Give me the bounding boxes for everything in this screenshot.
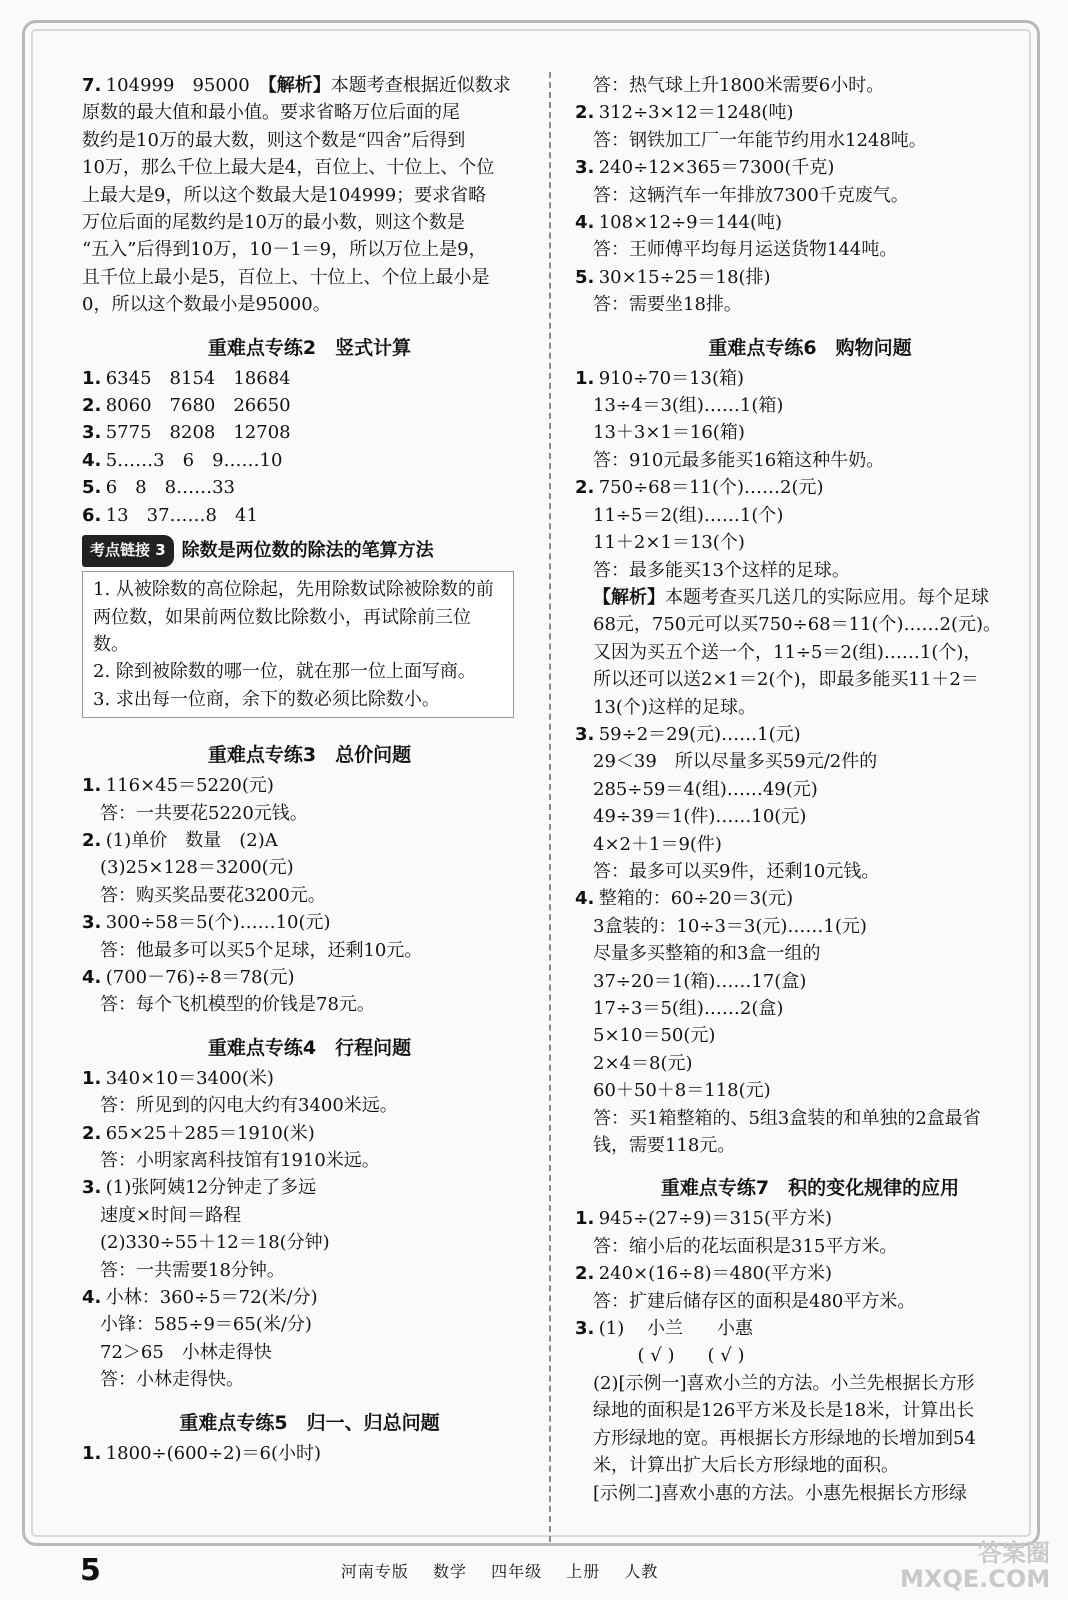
left-column xyxy=(82,72,537,1467)
answer-text: 8060 7680 26650 xyxy=(105,395,291,417)
section-title: 重难点专练5 归一、归总问题 xyxy=(179,1411,440,1434)
item-number: 2. xyxy=(575,102,595,124)
answer-text: 方形绿地的宽。再根据长方形绿地的长增加到54 xyxy=(593,1427,976,1449)
answer-text: 答：买1箱整箱的、5组3盒装的和单独的2盒最省 xyxy=(593,1107,981,1129)
knowledge-link-header xyxy=(82,535,537,567)
item-number: 2. xyxy=(575,1263,595,1285)
answer-text: 答：所见到的闪电大约有3400米远。 xyxy=(100,1095,398,1117)
answer-text: 答：这辆汽车一年排放7300千克废气。 xyxy=(593,184,909,206)
analysis-line: 10万，那么千位上最大是4，百位上、十位上、个位 xyxy=(82,157,495,179)
knowledge-link-title: 除数是两位数的除法的笔算方法 xyxy=(181,540,434,562)
item-number: 2. xyxy=(575,477,595,499)
item-number: 1. xyxy=(82,775,102,797)
answer-text: 116×45＝5220(元) xyxy=(105,775,274,797)
section-title: 重难点专练2 竖式计算 xyxy=(207,336,412,359)
item-number: 3. xyxy=(82,1177,102,1199)
item-number: 1. xyxy=(82,1442,102,1464)
analysis-line: 13(个)这样的足球。 xyxy=(593,696,756,718)
answer-text: 答：最多可以买9件，还剩10元钱。 xyxy=(593,860,880,882)
answer-text: 尽量多买整箱的和3盒一组的 xyxy=(593,943,821,965)
grade-label: 四年级 xyxy=(491,1561,543,1581)
analysis-line: 且千位上最小是5，百位上、十位上、个位上最小是 xyxy=(82,266,490,288)
answer-text: (2)[示例一]喜欢小兰的方法。小兰先根据长方形 xyxy=(593,1372,975,1394)
answer-text: 13＋3×1＝16(箱) xyxy=(593,422,745,444)
name-label: 小惠 xyxy=(716,1318,753,1340)
analysis-tag: 【解析】 xyxy=(267,75,331,96)
answer-text: (700－76)÷8＝78(元) xyxy=(105,966,295,988)
answer-text: 285÷59＝4(组)……49(元) xyxy=(593,778,818,800)
knowledge-link-box xyxy=(82,571,514,718)
answer-text: 240×(16÷8)＝480(平方米) xyxy=(598,1263,833,1285)
item-number: 3. xyxy=(575,723,595,745)
answer-text: 5……3 6 9……10 xyxy=(105,449,283,471)
analysis-text: 本题考查根据近似数求 xyxy=(330,75,511,96)
analysis-line: 原数的最大值和最小值。要求省略万位后面的尾 xyxy=(82,102,460,124)
answer-text: 1800÷(600÷2)＝6(小时) xyxy=(105,1442,322,1464)
answer-text: 小锋：585÷9＝65(米/分) xyxy=(100,1314,312,1336)
analysis-text: 本题考查买几送几的实际应用。每个足球 xyxy=(665,586,989,608)
answer-text: 整箱的：60÷20＝3(元) xyxy=(598,888,794,910)
answer-text: 340×10＝3400(米) xyxy=(105,1067,274,1089)
answer-text: 答：缩小后的花坛面积是315平方米。 xyxy=(593,1235,898,1257)
edition-label: 河南专版 xyxy=(340,1561,409,1581)
answer-text: 答：王师傅平均每月运送货物144吨。 xyxy=(593,239,898,261)
item-number: 1. xyxy=(82,367,102,389)
answer-text: [示例二]喜欢小惠的方法。小惠先根据长方形绿 xyxy=(593,1482,968,1504)
knowledge-point: 3. 求出每一位商，余下的数必须比除数小。 xyxy=(93,688,440,710)
answer-text: 240÷12×365＝7300(千克) xyxy=(598,157,835,179)
analysis-line: 又因为买五个送一个，11÷5＝2(组)……1(个)， xyxy=(593,641,982,663)
answer-text: 11＋2×1＝13(个) xyxy=(593,532,745,554)
item-number: 4. xyxy=(575,212,595,234)
knowledge-point: 1. 从被除数的高位除起，先用除数试除被除数的前两位数，如果前两位数比除数小，再试除前三位数。 xyxy=(93,579,494,655)
answer-text: 答：小明家离科技馆有1910米远。 xyxy=(100,1150,380,1171)
item-number: 2. xyxy=(82,395,102,417)
right-column xyxy=(575,72,1045,1507)
answer-text: 4×2＋1＝9(件) xyxy=(593,833,722,855)
analysis-line: 所以还可以送2×1＝2(个)，即最多能买11＋2＝ xyxy=(593,669,979,691)
answer-text: 29＜39 所以尽量多买59元/2件的 xyxy=(593,751,878,773)
check-mark: ( √ ) xyxy=(707,1345,745,1367)
answer-text: 60＋50＋8＝118(元) xyxy=(593,1080,771,1102)
item-number: 3. xyxy=(575,1318,595,1340)
item-number: 3. xyxy=(82,422,102,444)
answer-text: 13 37……8 41 xyxy=(105,504,258,526)
answer-text: 答：每个飞机模型的价钱是78元。 xyxy=(100,994,375,1016)
answer-text: 108×12÷9＝144(吨) xyxy=(598,212,783,234)
answer-text: 312÷3×12＝1248(吨) xyxy=(598,102,794,124)
item-number: 1. xyxy=(82,1067,102,1089)
answer-text: 答：最多能买13个这样的足球。 xyxy=(593,559,850,581)
subject-label: 数学 xyxy=(432,1561,467,1581)
publisher-label: 人教 xyxy=(624,1561,659,1581)
answer-text: 答：他最多可以买5个足球，还剩10元。 xyxy=(100,939,423,961)
section-6-answers xyxy=(575,365,1045,1160)
section-3-answers xyxy=(82,772,537,1019)
item-number: 6. xyxy=(82,504,102,526)
answer-text: 2×4＝8(元) xyxy=(593,1052,693,1074)
item-number: 5. xyxy=(82,477,102,499)
item-number: 2. xyxy=(82,829,102,851)
answer-text: 5×10＝50(元) xyxy=(593,1025,716,1047)
check-mark: ( √ ) xyxy=(637,1345,675,1367)
answer-text: 37÷20＝1(箱)……17(盒) xyxy=(593,970,807,992)
item-number: 7. xyxy=(82,75,102,96)
answer-text: 答：需要坐18排。 xyxy=(593,294,742,316)
analysis-line: “五入”后得到10万，10－1＝9，所以万位上是9， xyxy=(82,239,487,261)
answer-text: 6345 8154 18684 xyxy=(105,367,291,389)
item-number: 4. xyxy=(575,888,595,910)
analysis-tag: 【解析】 xyxy=(593,586,665,608)
item-number: 5. xyxy=(575,266,595,288)
item-number: 3. xyxy=(575,157,595,179)
volume-label: 上册 xyxy=(566,1561,601,1581)
answer-text: (1)单价 数量 (2)A xyxy=(105,829,278,851)
column-divider xyxy=(549,72,551,1542)
item-number: 3. xyxy=(82,912,102,934)
item-number: 4. xyxy=(82,966,102,988)
answer-text: 答：一共要花5220元钱。 xyxy=(100,802,308,824)
section-title: 重难点专练7 积的变化规律的应用 xyxy=(660,1177,960,1200)
section-4-answers xyxy=(82,1065,537,1394)
answer-text: (2)330÷55＋12＝18(分钟) xyxy=(100,1232,330,1254)
answer-text: 答：购买奖品要花3200元。 xyxy=(100,884,326,906)
name-label: 小兰 xyxy=(646,1318,683,1340)
answer-text: (1) xyxy=(598,1318,625,1340)
item-number: 4. xyxy=(82,449,102,471)
answer-7 xyxy=(82,72,537,319)
answer-text: 答：扩建后储存区的面积是480平方米。 xyxy=(593,1290,916,1312)
knowledge-point: 2. 除到被除数的哪一位，就在那一位上面写商。 xyxy=(93,661,476,683)
analysis-line: 数约是10万的最大数，则这个数是“四舍”后得到 xyxy=(82,129,466,151)
answer-text: 6 8 8……33 xyxy=(105,477,235,499)
book-info xyxy=(341,1559,676,1582)
answer-text: 米，计算出扩大后长方形绿地的面积。 xyxy=(593,1455,899,1477)
answer-text: 绿地的面积是126平方米及长是18米，计算出长 xyxy=(593,1400,975,1422)
item-number: 1. xyxy=(575,367,595,389)
answer-text: 72＞65 小林走得快 xyxy=(100,1341,272,1363)
answer-text: 答：一共需要18分钟。 xyxy=(100,1259,285,1281)
section-7-answers xyxy=(575,1205,1045,1506)
answer-text: 答：910元最多能买16箱这种牛奶。 xyxy=(593,449,885,471)
answer-text: 49÷39＝1(件)……10(元) xyxy=(593,806,807,828)
answer-text: 59÷2＝29(元)……1(元) xyxy=(598,723,801,745)
answer-text: 小林：360÷5＝72(米/分) xyxy=(105,1287,318,1309)
page-footer xyxy=(80,1548,1040,1592)
answer-text: 速度×时间＝路程 xyxy=(100,1204,242,1226)
answer-text: 钱，需要118元。 xyxy=(593,1135,736,1157)
answer-text: (3)25×128＝3200(元) xyxy=(100,857,294,879)
section-title: 重难点专练3 总价问题 xyxy=(207,744,412,767)
answer-text: 17÷3＝5(组)……2(盒) xyxy=(593,998,784,1019)
answer-text: 104999 95000 xyxy=(105,75,268,96)
answer-text: 30×15÷25＝18(排) xyxy=(598,266,771,288)
answer-text: 答：热气球上升1800米需要6小时。 xyxy=(593,75,885,96)
answer-text: 11÷5＝2(组)……1(个) xyxy=(593,504,784,526)
item-number: 1. xyxy=(575,1208,595,1230)
section-title: 重难点专练6 购物问题 xyxy=(708,336,912,359)
answer-text: 300÷58＝5(个)……10(元) xyxy=(105,912,331,934)
answer-text: 65×25＋285＝1910(米) xyxy=(105,1122,315,1144)
answer-text: (1)张阿姨12分钟走了多远 xyxy=(105,1177,317,1199)
item-number: 2. xyxy=(82,1122,102,1144)
answer-text: 答：钢铁加工厂一年能节约用水1248吨。 xyxy=(593,129,927,151)
analysis-line: 万位后面的尾数约是10万的最小数，则这个数是 xyxy=(82,212,465,234)
section-title: 重难点专练4 行程问题 xyxy=(207,1036,412,1059)
knowledge-link-tag: 考点链接 3 xyxy=(82,535,174,566)
analysis-line: 0，所以这个数最小是95000。 xyxy=(82,294,331,316)
answer-text: 5775 8208 12708 xyxy=(105,422,291,444)
watermark-logo: 答案圈 MXQE.COM xyxy=(900,1539,1051,1593)
section-2-answers xyxy=(82,365,537,529)
page-number: 5 xyxy=(80,1552,101,1588)
item-number: 4. xyxy=(82,1287,102,1309)
analysis-line: 上最大是9，所以这个数最大是104999；要求省略 xyxy=(82,184,487,206)
analysis-line: 68元，750元可以买750÷68＝11(个)……2(元)。 xyxy=(593,614,1002,636)
answer-text: 答：小林走得快。 xyxy=(100,1369,244,1391)
answer-text: 945÷(27÷9)＝315(平方米) xyxy=(598,1208,833,1230)
answer-text: 750÷68＝11(个)……2(元) xyxy=(598,477,824,499)
answer-text: 3盒装的：10÷3＝3(元)……1(元) xyxy=(593,915,867,937)
answer-text: 13÷4＝3(组)……1(箱) xyxy=(593,395,784,417)
answer-text: 910÷70＝13(箱) xyxy=(598,367,745,389)
